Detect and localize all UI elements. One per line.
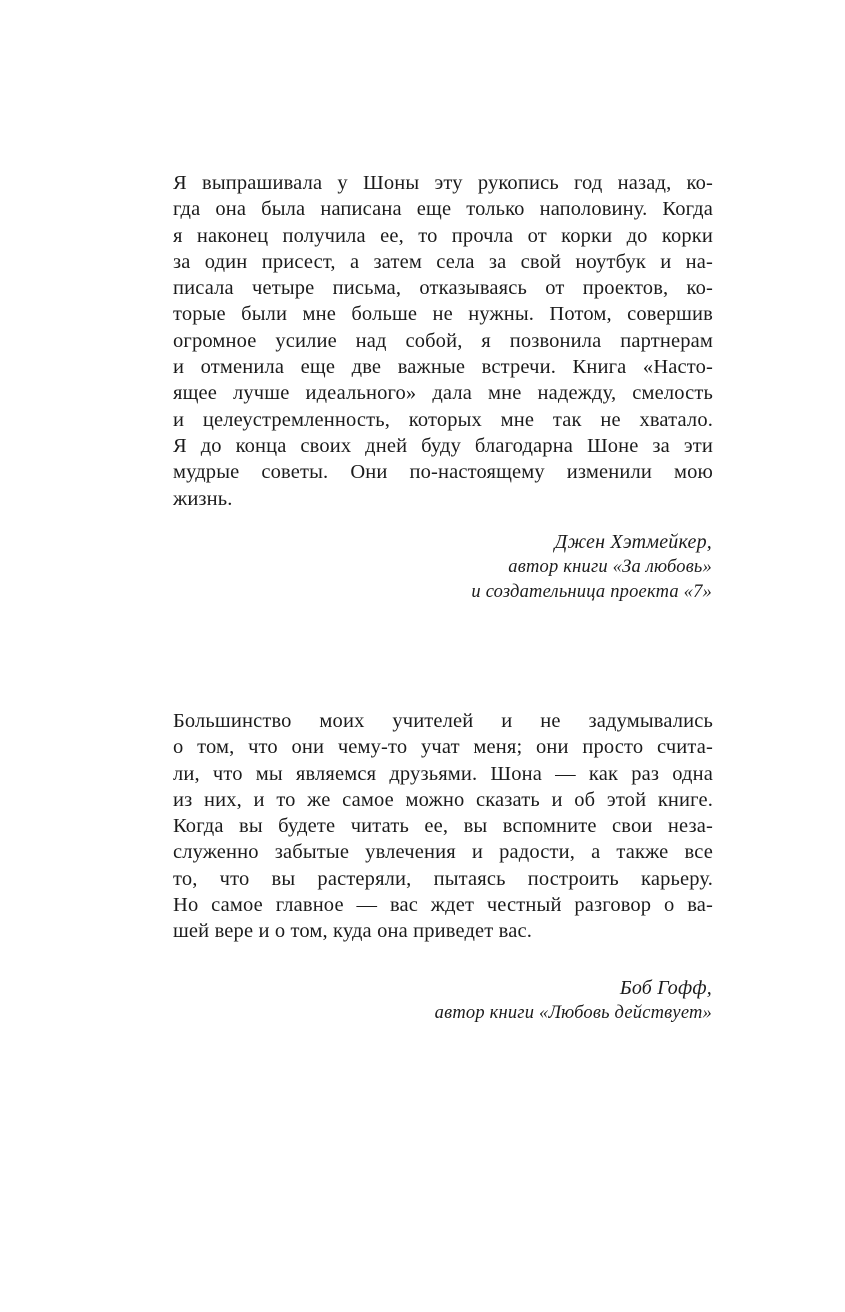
attribution-detail-line: и создательница проекта «7» — [471, 582, 712, 602]
text-line: мудрые советы. Они по-настоящему изменили мою — [173, 461, 713, 484]
text-line: о том, что они чему-то учат меня; они просто счита- — [173, 736, 713, 759]
attribution-author-name: Джен Хэтмейкер, — [554, 531, 712, 553]
text-line: торые были мне больше не нужны. Потом, совершив — [173, 303, 713, 326]
text-line: писала четыре письма, отказываясь от проектов, ко- — [173, 277, 713, 300]
text-line: ящее лучше идеального» дала мне надежду, смелость — [173, 382, 713, 405]
text-line: служенно забытые увлечения и радости, а также все — [173, 841, 713, 864]
text-line: Я до конца своих дней буду благодарна Шоне за эти — [173, 434, 713, 457]
text-line: Но самое главное — вас ждет честный разговор о ва- — [173, 894, 713, 917]
text-line: шей вере и о том, куда она приведет вас. — [173, 920, 533, 943]
testimonial-1-text — [173, 170, 713, 512]
testimonial-2-text — [173, 708, 713, 945]
testimonial-2-attribution — [172, 975, 712, 1026]
text-line: Я выпрашивала у Шоны эту рукопись год назад, ко- — [173, 172, 713, 194]
text-line: огромное усилие над собой, я позвонила партнерам — [173, 329, 713, 352]
testimonial-1-attribution — [172, 529, 712, 605]
text-line: я наконец получила ее, то прочла от корки до корки — [173, 224, 713, 247]
attribution-detail-line: автор книги «Любовь действует» — [434, 1003, 712, 1023]
text-line: из них, и то же самое можно сказать и об этой книге. — [173, 788, 713, 811]
attribution-detail-line: автор книги «За любовь» — [508, 557, 712, 577]
text-line: гда она была написана еще только наполовину. Когда — [173, 198, 713, 221]
attribution-author-name: Боб Гофф, — [619, 977, 712, 999]
text-line: и отменила еще две важные встречи. Книга «Насто- — [173, 356, 713, 379]
text-line: Большинство моих учителей и не задумывались — [173, 710, 713, 732]
text-line: и целеустремленность, которых мне так не хватало. — [173, 408, 713, 431]
text-line: то, что вы растеряли, пытаясь построить карьеру. — [173, 867, 713, 890]
text-line: ли, что мы являемся друзьями. Шона — как раз одна — [173, 762, 713, 785]
text-line: Когда вы будете читать ее, вы вспомните свои неза- — [173, 815, 713, 838]
text-line: жизнь. — [173, 487, 233, 510]
text-line: за один присест, а затем села за свой ноутбук и на- — [173, 250, 713, 273]
